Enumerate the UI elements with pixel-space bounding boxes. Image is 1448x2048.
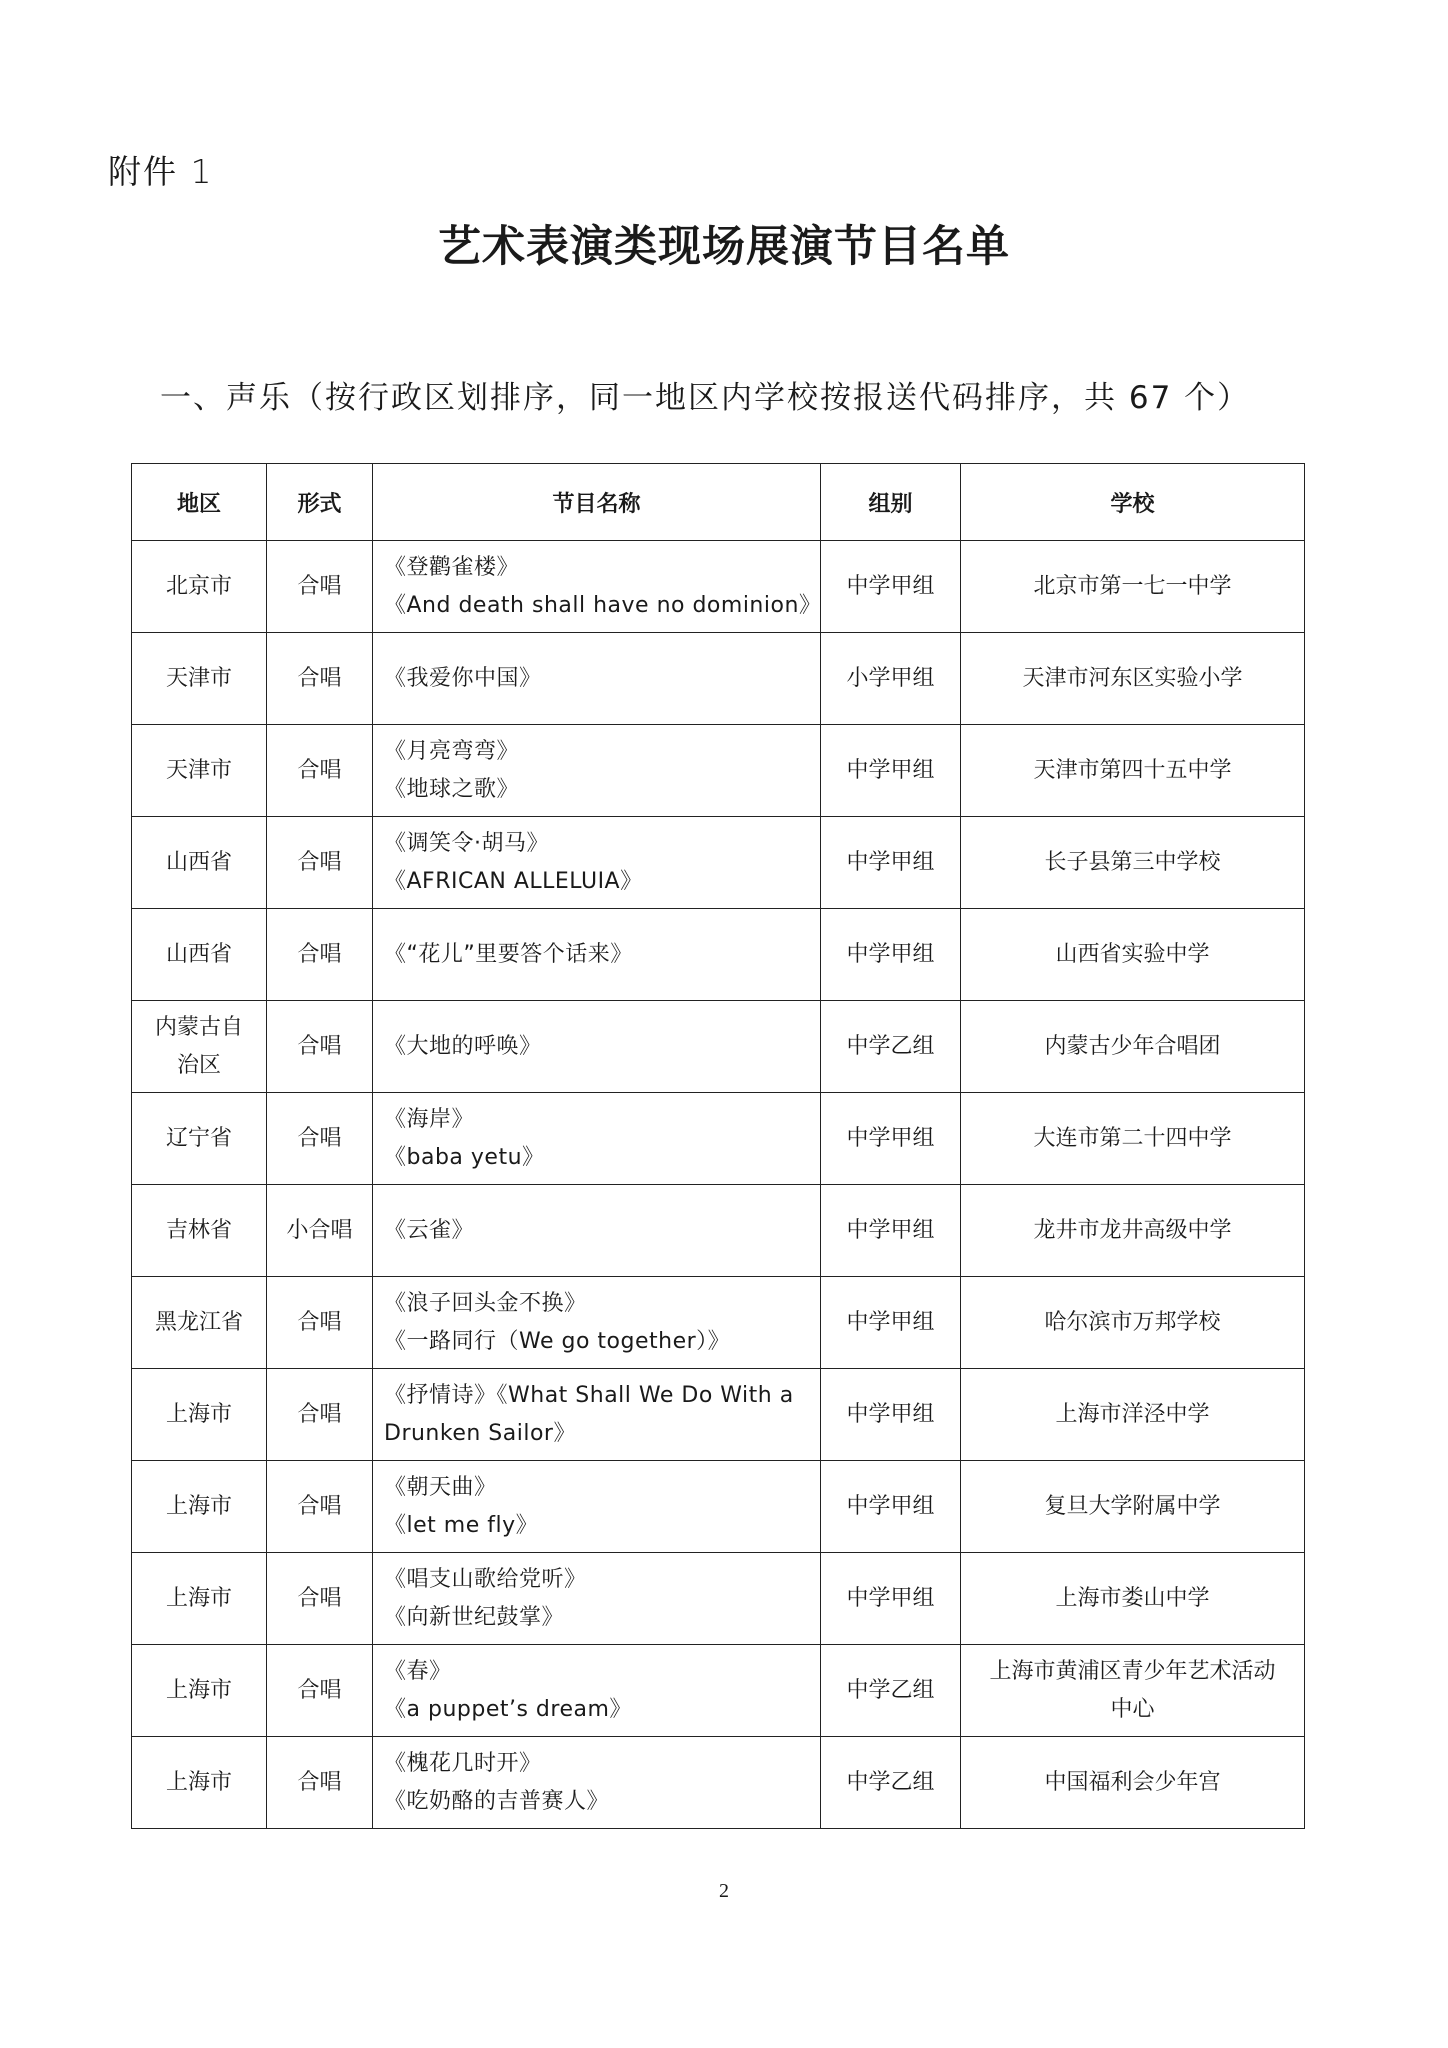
program-cell xyxy=(373,817,821,909)
form-cell: 合唱 xyxy=(267,1461,373,1553)
region-cell: 上海市 xyxy=(132,1737,267,1829)
region-cell: 黑龙江省 xyxy=(132,1277,267,1369)
program-title: 《And death shall have no dominion》 xyxy=(384,592,822,618)
program-title: 《调笑令·胡马》 xyxy=(384,830,549,856)
school-cell: 龙井市龙井高级中学 xyxy=(961,1185,1305,1277)
program-table xyxy=(131,463,1305,1829)
page-number: 2 xyxy=(719,1880,729,1902)
table-row xyxy=(132,1093,1305,1185)
program-title: 《a puppet’s dream》 xyxy=(384,1696,632,1722)
program-cell xyxy=(373,541,821,633)
region-cell: 天津市 xyxy=(132,633,267,725)
program-title: Drunken Sailor》 xyxy=(384,1420,576,1446)
region-cell: 北京市 xyxy=(132,541,267,633)
program-title: 《我爱你中国》 xyxy=(384,665,542,691)
region-cell: 上海市 xyxy=(132,1369,267,1461)
region-cell: 山西省 xyxy=(132,817,267,909)
school-cell: 复旦大学附属中学 xyxy=(961,1461,1305,1553)
program-title: 《抒情诗》《What Shall We Do With a xyxy=(384,1382,794,1408)
school-cell: 上海市洋泾中学 xyxy=(961,1369,1305,1461)
form-cell: 合唱 xyxy=(267,1553,373,1645)
column-header-school: 学校 xyxy=(961,464,1305,541)
form-cell: 合唱 xyxy=(267,1369,373,1461)
table-row xyxy=(132,1369,1305,1461)
program-title: 《海岸》 xyxy=(384,1106,475,1132)
form-cell: 小合唱 xyxy=(267,1185,373,1277)
table-row xyxy=(132,1737,1305,1829)
program-cell xyxy=(373,909,821,1001)
region-cell: 上海市 xyxy=(132,1553,267,1645)
school-cell: 内蒙古少年合唱团 xyxy=(961,1001,1305,1093)
program-title: 《春》 xyxy=(384,1658,452,1684)
table-row xyxy=(132,1277,1305,1369)
program-title: 《唱支山歌给党听》 xyxy=(384,1566,587,1592)
column-header-group: 组别 xyxy=(821,464,961,541)
column-header-form: 形式 xyxy=(267,464,373,541)
program-title: 《吃奶酪的吉普赛人》 xyxy=(384,1788,610,1814)
program-title: 《浪子回头金不换》 xyxy=(384,1290,587,1316)
program-title: 《槐花几时开》 xyxy=(384,1750,542,1776)
program-cell xyxy=(373,1185,821,1277)
group-cell: 中学甲组 xyxy=(821,909,961,1001)
program-title: 《月亮弯弯》 xyxy=(384,738,520,764)
table-row xyxy=(132,1645,1305,1737)
group-cell: 中学甲组 xyxy=(821,1093,961,1185)
program-title: 《let me fly》 xyxy=(384,1512,539,1538)
school-cell: 上海市娄山中学 xyxy=(961,1553,1305,1645)
program-cell xyxy=(373,725,821,817)
group-cell: 中学乙组 xyxy=(821,1001,961,1093)
form-cell: 合唱 xyxy=(267,1277,373,1369)
table-body xyxy=(132,541,1305,1829)
column-header-region: 地区 xyxy=(132,464,267,541)
section-heading: 一、声乐（按行政区划排序，同一地区内学校按报送代码排序，共 67 个） xyxy=(160,380,1251,416)
program-cell xyxy=(373,633,821,725)
group-cell: 中学乙组 xyxy=(821,1737,961,1829)
program-title: 《“花儿”里要答个话来》 xyxy=(384,941,633,967)
attachment-label: 附件 1 xyxy=(108,152,214,191)
form-cell: 合唱 xyxy=(267,1645,373,1737)
school-cell: 长子县第三中学校 xyxy=(961,817,1305,909)
table-row xyxy=(132,633,1305,725)
group-cell: 中学甲组 xyxy=(821,1277,961,1369)
program-title: 《大地的呼唤》 xyxy=(384,1033,542,1059)
group-cell: 中学甲组 xyxy=(821,1553,961,1645)
school-cell: 北京市第一七一中学 xyxy=(961,541,1305,633)
table-row xyxy=(132,909,1305,1001)
region-cell: 上海市 xyxy=(132,1645,267,1737)
program-title: 《baba yetu》 xyxy=(384,1144,545,1170)
form-cell: 合唱 xyxy=(267,541,373,633)
program-title: 《AFRICAN ALLELUIA》 xyxy=(384,868,643,894)
region-cell: 内蒙古自治区 xyxy=(132,1001,267,1093)
school-cell: 大连市第二十四中学 xyxy=(961,1093,1305,1185)
region-cell: 吉林省 xyxy=(132,1185,267,1277)
page-title: 艺术表演类现场展演节目名单 xyxy=(438,222,1010,272)
program-title: 《地球之歌》 xyxy=(384,776,520,802)
table-row xyxy=(132,725,1305,817)
group-cell: 小学甲组 xyxy=(821,633,961,725)
program-title: 《登鹳雀楼》 xyxy=(384,554,520,580)
region-cell: 上海市 xyxy=(132,1461,267,1553)
program-title: 《向新世纪鼓掌》 xyxy=(384,1604,565,1630)
program-cell xyxy=(373,1737,821,1829)
school-cell: 上海市黄浦区青少年艺术活动中心 xyxy=(961,1645,1305,1737)
table-row xyxy=(132,817,1305,909)
program-cell xyxy=(373,1001,821,1093)
program-cell xyxy=(373,1093,821,1185)
program-title: 《云雀》 xyxy=(384,1217,475,1243)
table-row xyxy=(132,541,1305,633)
program-cell xyxy=(373,1369,821,1461)
program-cell xyxy=(373,1553,821,1645)
form-cell: 合唱 xyxy=(267,633,373,725)
region-cell: 山西省 xyxy=(132,909,267,1001)
school-cell: 天津市河东区实验小学 xyxy=(961,633,1305,725)
form-cell: 合唱 xyxy=(267,1001,373,1093)
table-row xyxy=(132,1553,1305,1645)
table-header xyxy=(132,464,1305,541)
group-cell: 中学甲组 xyxy=(821,1461,961,1553)
form-cell: 合唱 xyxy=(267,909,373,1001)
school-cell: 天津市第四十五中学 xyxy=(961,725,1305,817)
form-cell: 合唱 xyxy=(267,725,373,817)
group-cell: 中学甲组 xyxy=(821,541,961,633)
program-cell xyxy=(373,1645,821,1737)
table-row xyxy=(132,1001,1305,1093)
region-cell: 天津市 xyxy=(132,725,267,817)
school-cell: 中国福利会少年宫 xyxy=(961,1737,1305,1829)
school-cell: 哈尔滨市万邦学校 xyxy=(961,1277,1305,1369)
form-cell: 合唱 xyxy=(267,1093,373,1185)
program-cell xyxy=(373,1461,821,1553)
header-row xyxy=(132,464,1305,541)
group-cell: 中学甲组 xyxy=(821,1185,961,1277)
region-cell: 辽宁省 xyxy=(132,1093,267,1185)
school-cell: 山西省实验中学 xyxy=(961,909,1305,1001)
group-cell: 中学乙组 xyxy=(821,1645,961,1737)
table-row xyxy=(132,1185,1305,1277)
program-cell xyxy=(373,1277,821,1369)
table-row xyxy=(132,1461,1305,1553)
group-cell: 中学甲组 xyxy=(821,817,961,909)
form-cell: 合唱 xyxy=(267,817,373,909)
form-cell: 合唱 xyxy=(267,1737,373,1829)
program-title: 《一路同行（We go together）》 xyxy=(384,1328,731,1354)
column-header-program: 节目名称 xyxy=(373,464,821,541)
program-title: 《朝天曲》 xyxy=(384,1474,497,1500)
group-cell: 中学甲组 xyxy=(821,725,961,817)
group-cell: 中学甲组 xyxy=(821,1369,961,1461)
